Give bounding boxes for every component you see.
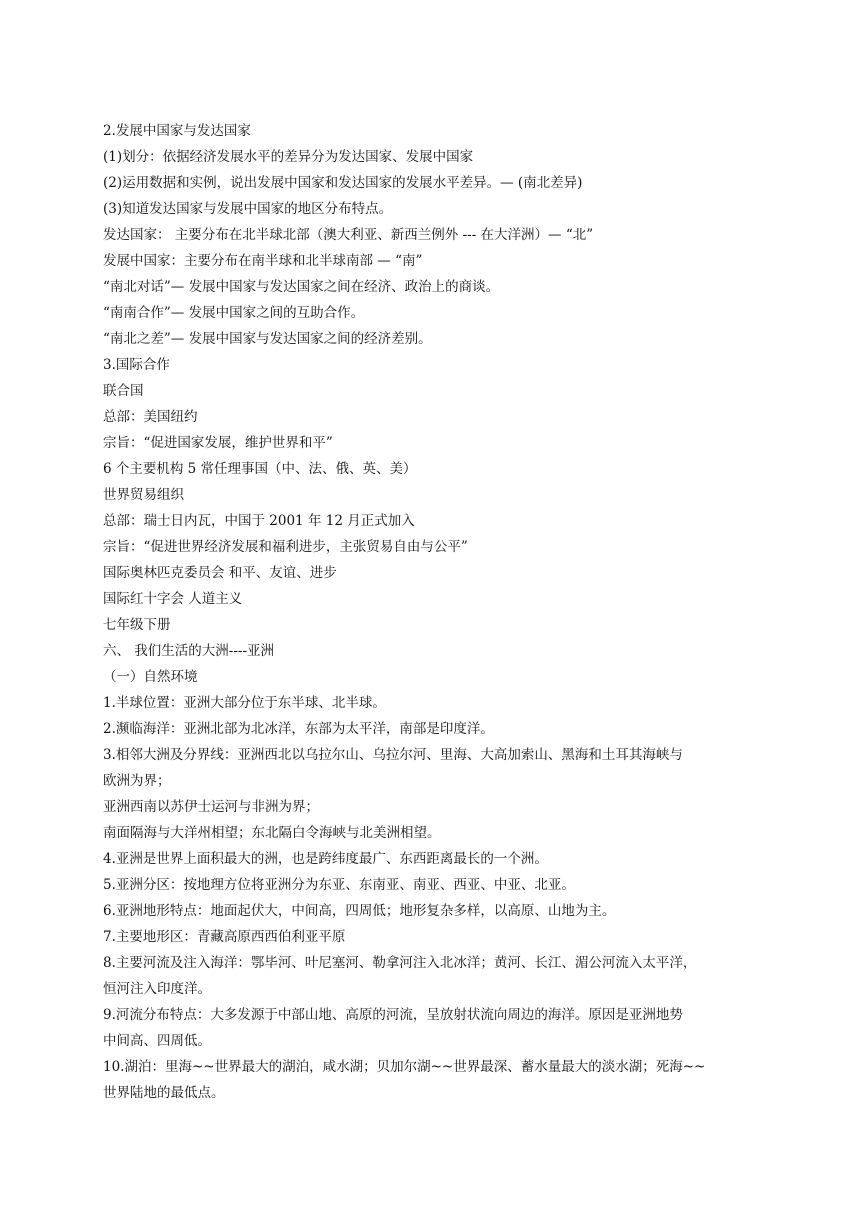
text-line: (3)知道发达国家与发展中国家的地区分布特点。	[103, 201, 393, 217]
text-line: 2.发展中国家与发达国家	[103, 123, 251, 139]
text-line: 宗旨：“促进世界经济发展和福利进步，主张贸易自由与公平”	[103, 539, 468, 555]
text-line: 10.湖泊：里海~~世界最大的湖泊，咸水湖；贝加尔湖~~世界最深、蓄水量最大的淡水湖；死海~~	[103, 1059, 706, 1075]
text-line: 国际奥林匹克委员会 和平、友谊、进步	[103, 565, 337, 581]
text-line: “南南合作”— 发展中国家之间的互助合作。	[103, 305, 365, 321]
text-line: “南北对话”— 发展中国家与发达国家之间在经济、政治上的商谈。	[103, 279, 500, 295]
text-line: 总部：瑞士日内瓦，中国于 2001 年 12 月正式加入	[103, 513, 415, 529]
text-line: （一）自然环境	[103, 669, 198, 685]
text-line: 2.濒临海洋：亚洲北部为北冰洋，东部为太平洋，南部是印度洋。	[103, 721, 494, 737]
text-line: 9.河流分布特点：大多发源于中部山地、高原的河流，呈放射状流向周边的海洋。原因是亚洲地势	[103, 1007, 683, 1023]
text-line: 发展中国家：主要分布在南半球和北半球南部 — “南”	[103, 253, 423, 269]
text-line: 七年级下册	[103, 617, 171, 633]
text-line: 发达国家： 主要分布在北半球北部（澳大利亚、新西兰例外 --- 在大洋洲）— “北”	[103, 227, 594, 243]
text-line: 1.半球位置：亚洲大部分位于东半球、北半球。	[103, 695, 386, 711]
text-line: 国际红十字会 人道主义	[103, 591, 243, 607]
text-line: 8.主要河流及注入海洋：鄂毕河、叶尼塞河、勒拿河注入北冰洋；黄河、长江、湄公河流入太平洋，	[103, 955, 697, 971]
text-line: 宗旨：“促进国家发展，维护世界和平”	[103, 435, 333, 451]
text-line: (1)划分：依据经济发展水平的差异分为发达国家、发展中国家	[103, 149, 474, 165]
text-line: 六、 我们生活的大洲----亚洲	[103, 643, 275, 659]
text-line: 南面隔海与大洋州相望；东北隔白令海峡与北美洲相望。	[103, 825, 441, 841]
text-line: 4.亚洲是世界上面积最大的洲，也是跨纬度最广、东西距离最长的一个洲。	[103, 851, 548, 867]
text-line: 总部：美国纽约	[103, 409, 198, 425]
text-line: 3.国际合作	[103, 357, 170, 373]
text-line: “南北之差”— 发展中国家与发达国家之间的经济差别。	[103, 331, 432, 347]
text-line: 亚洲西南以苏伊士运河与非洲为界；	[103, 799, 319, 815]
text-line: 3.相邻大洲及分界线：亚洲西北以乌拉尔山、乌拉尔河、里海、大高加索山、黑海和土耳其海峡与	[103, 747, 683, 763]
text-line: 中间高、四周低。	[103, 1033, 211, 1049]
text-line: 世界陆地的最低点。	[103, 1085, 225, 1101]
text-line: 欧洲为界；	[103, 773, 171, 789]
text-line: 5.亚洲分区：按地理方位将亚洲分为东亚、东南亚、南亚、西亚、中亚、北亚。	[103, 877, 575, 893]
text-line: 6 个主要机构 5 常任理事国（中、法、俄、英、美）	[103, 461, 417, 477]
text-line: 世界贸易组织	[103, 487, 184, 503]
text-line: 恒河注入印度洋。	[103, 981, 211, 997]
text-line: 6.亚洲地形特点：地面起伏大，中间高，四周低；地形复杂多样，以高原、山地为主。	[103, 903, 616, 919]
text-line: 联合国	[103, 383, 144, 399]
text-line: 7.主要地形区：青藏高原西西伯利亚平原	[103, 929, 346, 945]
text-line: (2)运用数据和实例，说出发展中国家和发达国家的发展水平差异。— (南北差异)	[103, 175, 583, 191]
